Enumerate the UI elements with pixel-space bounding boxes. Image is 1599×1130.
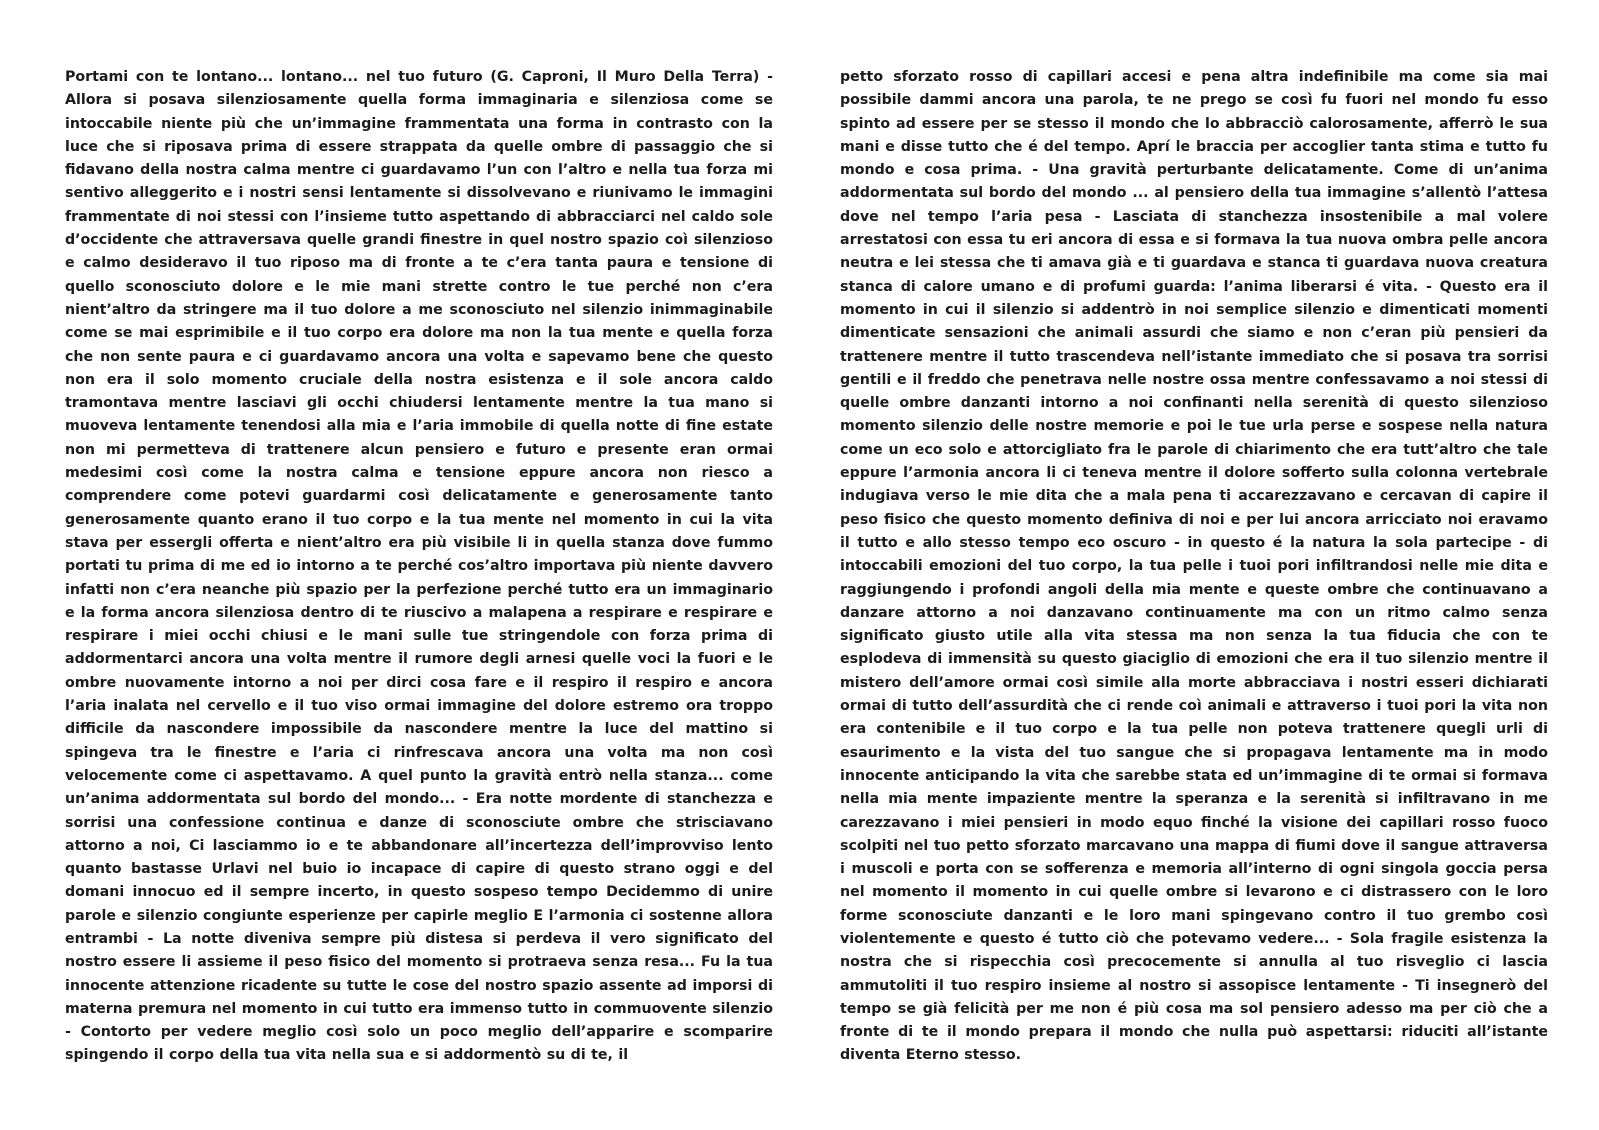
right-page [840, 66, 1548, 1096]
left-page-text: Portami con te lontano... lontano... nel tuo futuro (G. Caproni, Il Muro Della Terra) - Allora si posava silenziosamente quella forma immaginaria e silenziosa come se intoccabile niente più che un’immagine frammentata una forma in contrasto con la luce che si riposava prima di essere strappata da quelle ombre di passaggio che si fidavano della nostra calma mentre ci guardavamo l’un con l’altro e nella tua forza mi sentivo alleggerito e i nostri sensi lentamente si dissolvevano e riunivamo le immagini frammentate di noi stessi con l’insieme tutto aspettando di abbracciarci nel caldo sole d’occidente che attraversava quelle grandi finestre in quel nostro spazio coì silenzioso e calmo desideravo il tuo riposo ma di fronte a te c’era tanta paura e tensione di quello sconosciuto dolore e le mie mani strette contro le tue perché non c’era nient’altro da stringere ma il tuo dolore a me sconosciuto nel silenzio inimmaginabile come se mai esprimibile e il tuo corpo era dolore ma non la tua mente e quella forza che non sente paura e ci guardavamo ancora una volta e sapevamo bene che questo non era il solo momento cruciale della nostra esistenza e il sole ancora caldo tramontava mentre lasciavi gli occhi chiudersi lentamente mentre la tua mano si muoveva lentamente tenendosi alla mia e l’aria immobile di quella notte di fine estate non mi permetteva di trattenere alcun pensiero e futuro e presente eran ormai medesimi così come la nostra calma e tensione eppure ancora non riesco a comprendere come potevi guardarmi così delicatamente e generosamente tanto generosamente quanto erano il tuo corpo e la tua mente nel momento in cui la vita stava per essergli offerta e nient’altro era più visibile li in quella stanza dove fummo portati tu prima di me ed io intorno a te perché cos’altro importava più niente davvero infatti non c’era neanche più spazio per la perfezione perché tutto era un immaginario e la forma ancora silenziosa dentro di te riuscivo a malapena a respirare e respirare e respirare i miei occhi chiusi e le mani sulle tue stringendole con forza prima di addormentarci ancora una volta mentre il rumore degli arnesi quelle voci la fuori e le ombre nuovamente intorno a noi per dirci cosa fare e il respiro il respiro e ancora l’aria inalata nel cervello e il tuo viso ormai immagine del dolore estremo ora troppo difficile da nascondere impossibile da nascondere mentre la luce del mattino si spingeva tra le finestre e l’aria ci rinfrescava ancora una volta ma non così velocemente come ci aspettavamo. A quel punto la gravità entrò nella stanza... come un’anima addormentata sul bordo del mondo... - Era notte mordente di stanchezza e sorrisi una confessione continua e danze di sconosciute ombre che strisciavano attorno a noi, Ci lasciammo io e te abbandonare all’incertezza dell’improvviso lento quanto bastasse Urlavi nel buio io incapace di capire di questo strano oggi e del domani innocuo ed il sempre incerto, in questo sospeso tempo Decidemmo di unire parole e silenzio congiunte esperienze per capirle meglio E l’armonia ci sostenne allora entrambi - La notte diveniva sempre più distesa si perdeva il vero significato del nostro essere li assieme il peso fisico del momento si protraeva senza resa... Fu la tua innocente attenzione ricadente su tutte le cose del nostro spazio assente ad imporsi di materna premura nel momento in cui tutto era immenso tutto in commuovente silenzio - Contorto per vedere meglio così solo un poco meglio dell’apparire e scomparire spingendo il corpo della tua vita nella sua e si addormentò su di te, il [65, 69, 773, 1064]
left-page [65, 66, 773, 1096]
right-page-text: petto sforzato rosso di capillari accesi e pena altra indefinibile ma come sia mai possibile dammi ancora una parola, te ne prego se così fu fuori nel mondo fu esso spinto ad essere per se stesso il mondo che lo abbracciò calorosamente, afferrò le sua mani e disse tutto che é del tempo. Aprí le braccia per accoglier tanta stima e tutto fu mondo e cosa prima. - Una gravità perturbante delicatamente. Come di un’anima addormentata sul bordo del mondo ... al pensiero della tua immagine s’allentò l’attesa dove nel tempo l’aria pesa - Lasciata di stanchezza insostenibile a mal volere arrestatosi con essa tu eri ancora di essa e si formava la tua nuova ombra pelle ancora neutra e lei stessa che ti amava già e ti guardava e stanca ti guardava nuova creatura stanca di calore umano e di profumi guarda: l’anima liberarsi é vita. - Questo era il momento in cui il silenzio si addentrò in noi semplice silenzio e dimenticati momenti dimenticate sensazioni che animali assurdi che siamo e non c’eran più pensieri da trattenere mentre il tutto trascendeva nell’istante immediato che si posava tra sorrisi gentili e il freddo che penetrava nelle nostre ossa mentre confessavamo a noi stessi di quelle ombre danzanti intorno a noi confinanti nella serenità di questo silenzioso momento silenzio delle nostre memorie e poi le tue urla perse e sospese nella natura come un eco solo e attorcigliato fra le parole di chiarimento che era tutt’altro che tale eppure l’armonia ancora li ci teneva mentre il dolore sofferto sulla colonna vertebrale indugiava verso le mie dita che a mala pena ti accarezzavano e cercavan di capire il peso fisico che questo momento definiva di noi e per lui ancora arricciato noi eravamo il tutto e allo stesso tempo eco oscuro - in questo é la natura la sola partecipe - di intoccabili emozioni del tuo corpo, la tua pelle i tuoi pori infiltrandosi nelle mie dita e raggiungendo i profondi angoli della mia mente e queste ombre che continuavano a danzare attorno a noi danzavano continuamente ma con un ritmo calmo senza significato giusto utile alla vita stessa ma non senza la tua fiducia che con te esplodeva di immensità su questo giaciglio di emozioni che era il tuo silenzio mentre il mistero dell’amore ormai così simile alla morte abbracciava i nostri esseri dichiarati ormai di tutto dell’assurdità che ci rende coì animali e attraverso i tuoi pori la vita non era contenibile e il tuo corpo e la tua pelle non poteva trattenere quegli urli di esaurimento e la vista del tuo sangue che si propagava lentamente ma in modo innocente anticipando la vita che sarebbe stata ed un’immagine di te ormai si formava nella mia mente impaziente mentre la speranza e la serenità si infiltravano in me carezzavano i miei pensieri in modo equo finché la visione dei capillari rosso fuoco scolpiti nel tuo petto sforzato marcavano una mappa di fiumi dove il sangue attraversa i muscoli e porta con se sofferenza e memoria all’interno di ogni singola goccia persa nel momento il momento in cui quelle ombre si levarono e ci distrassero con le loro forme sconosciute danzanti e le loro mani spingevano contro il tuo grembo così violentemente e questo é tutto ciò che potevamo vedere... - Sola fragile esistenza la nostra che si rispecchia così precocemente si annulla al tuo risveglio ci lascia ammutoliti il tuo respiro insieme al nostro si assopisce lentamente - Ti insegnerò del tempo se già felicità per me non é più cosa ma sol pensiero adesso ma per ciò che a fronte di te il mondo prepara il mondo che nulla può aspettarsi: riduciti all’istante diventa Eterno stesso. [840, 69, 1548, 1064]
